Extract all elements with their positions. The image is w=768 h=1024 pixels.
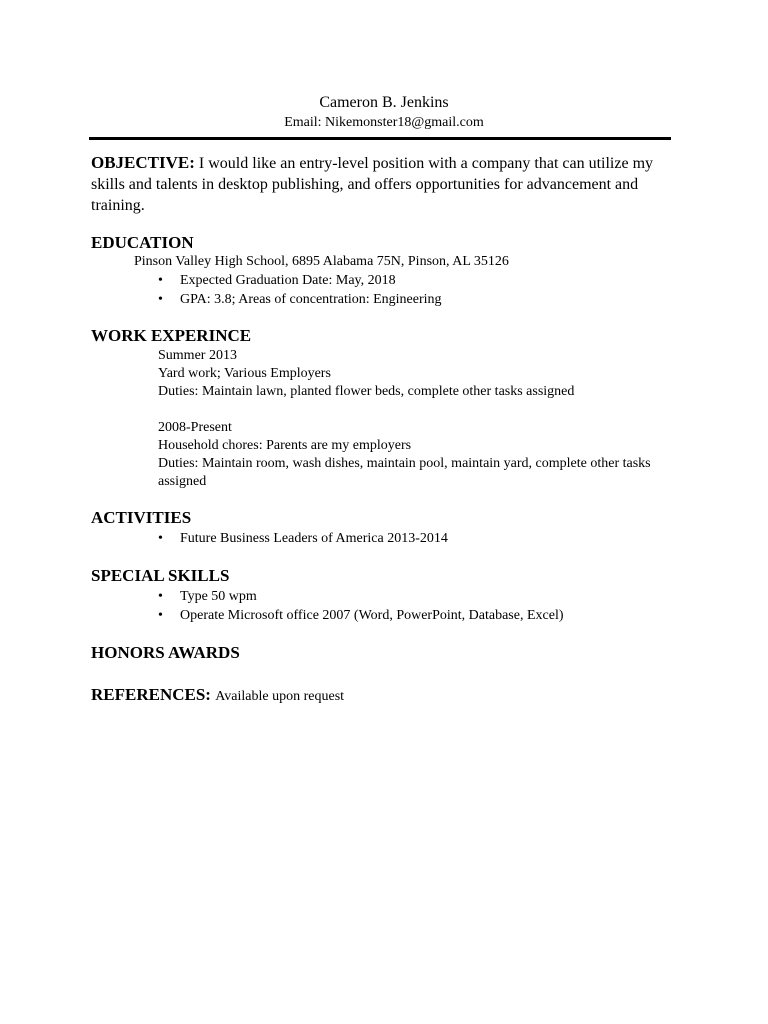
skills-heading: SPECIAL SKILLS <box>91 566 230 585</box>
objective-section <box>91 152 661 216</box>
job-title: Household chores: Parents are my employers <box>158 438 412 453</box>
bullet-icon: • <box>158 589 163 604</box>
activities-bullet-text: Future Business Leaders of America 2013-2014 <box>180 531 448 546</box>
skills-bullet-text: Type 50 wpm <box>180 589 257 604</box>
work-heading: WORK EXPERINCE <box>91 326 252 345</box>
education-school: Pinson Valley High School, 6895 Alabama 75N, Pinson, AL 35126 <box>134 254 509 269</box>
education-bullet-text: Expected Graduation Date: May, 2018 <box>180 273 396 288</box>
objective-text: I would like an entry-level position with a company that can utilize my skills and talents in desktop publishing, and offers opportunities for advancement and training. <box>91 155 654 214</box>
activities-heading: ACTIVITIES <box>91 508 192 527</box>
bullet-icon: • <box>158 608 163 623</box>
bullet-icon: • <box>158 292 163 307</box>
bullet-icon: • <box>158 273 163 288</box>
candidate-name: Cameron B. Jenkins <box>319 94 449 111</box>
bullet-icon: • <box>158 531 163 546</box>
job-title: Yard work; Various Employers <box>158 366 331 381</box>
candidate-email: Email: Nikemonster18@gmail.com <box>284 115 484 130</box>
references-label: REFERENCES: <box>91 685 211 704</box>
header-divider <box>89 137 671 140</box>
skills-bullet <box>158 588 257 606</box>
job-duties: Duties: Maintain room, wash dishes, maintain pool, maintain yard, complete other tasks assigned <box>158 456 651 489</box>
job-period: 2008-Present <box>158 420 232 435</box>
skills-bullet <box>158 607 564 625</box>
activities-bullet <box>158 530 448 548</box>
references-value: Available upon request <box>215 689 345 704</box>
education-bullet <box>158 291 442 309</box>
honors-heading: HONORS AWARDS <box>91 643 240 662</box>
skills-bullet-text: Operate Microsoft office 2007 (Word, PowerPoint, Database, Excel) <box>180 608 564 623</box>
objective-label: OBJECTIVE: <box>91 153 195 172</box>
references-section <box>91 685 344 707</box>
education-bullet <box>158 272 396 290</box>
job-duties: Duties: Maintain lawn, planted flower beds, complete other tasks assigned <box>158 384 575 399</box>
education-heading: EDUCATION <box>91 233 194 252</box>
education-bullet-text: GPA: 3.8; Areas of concentration: Engineering <box>180 292 442 307</box>
job-period: Summer 2013 <box>158 348 237 363</box>
